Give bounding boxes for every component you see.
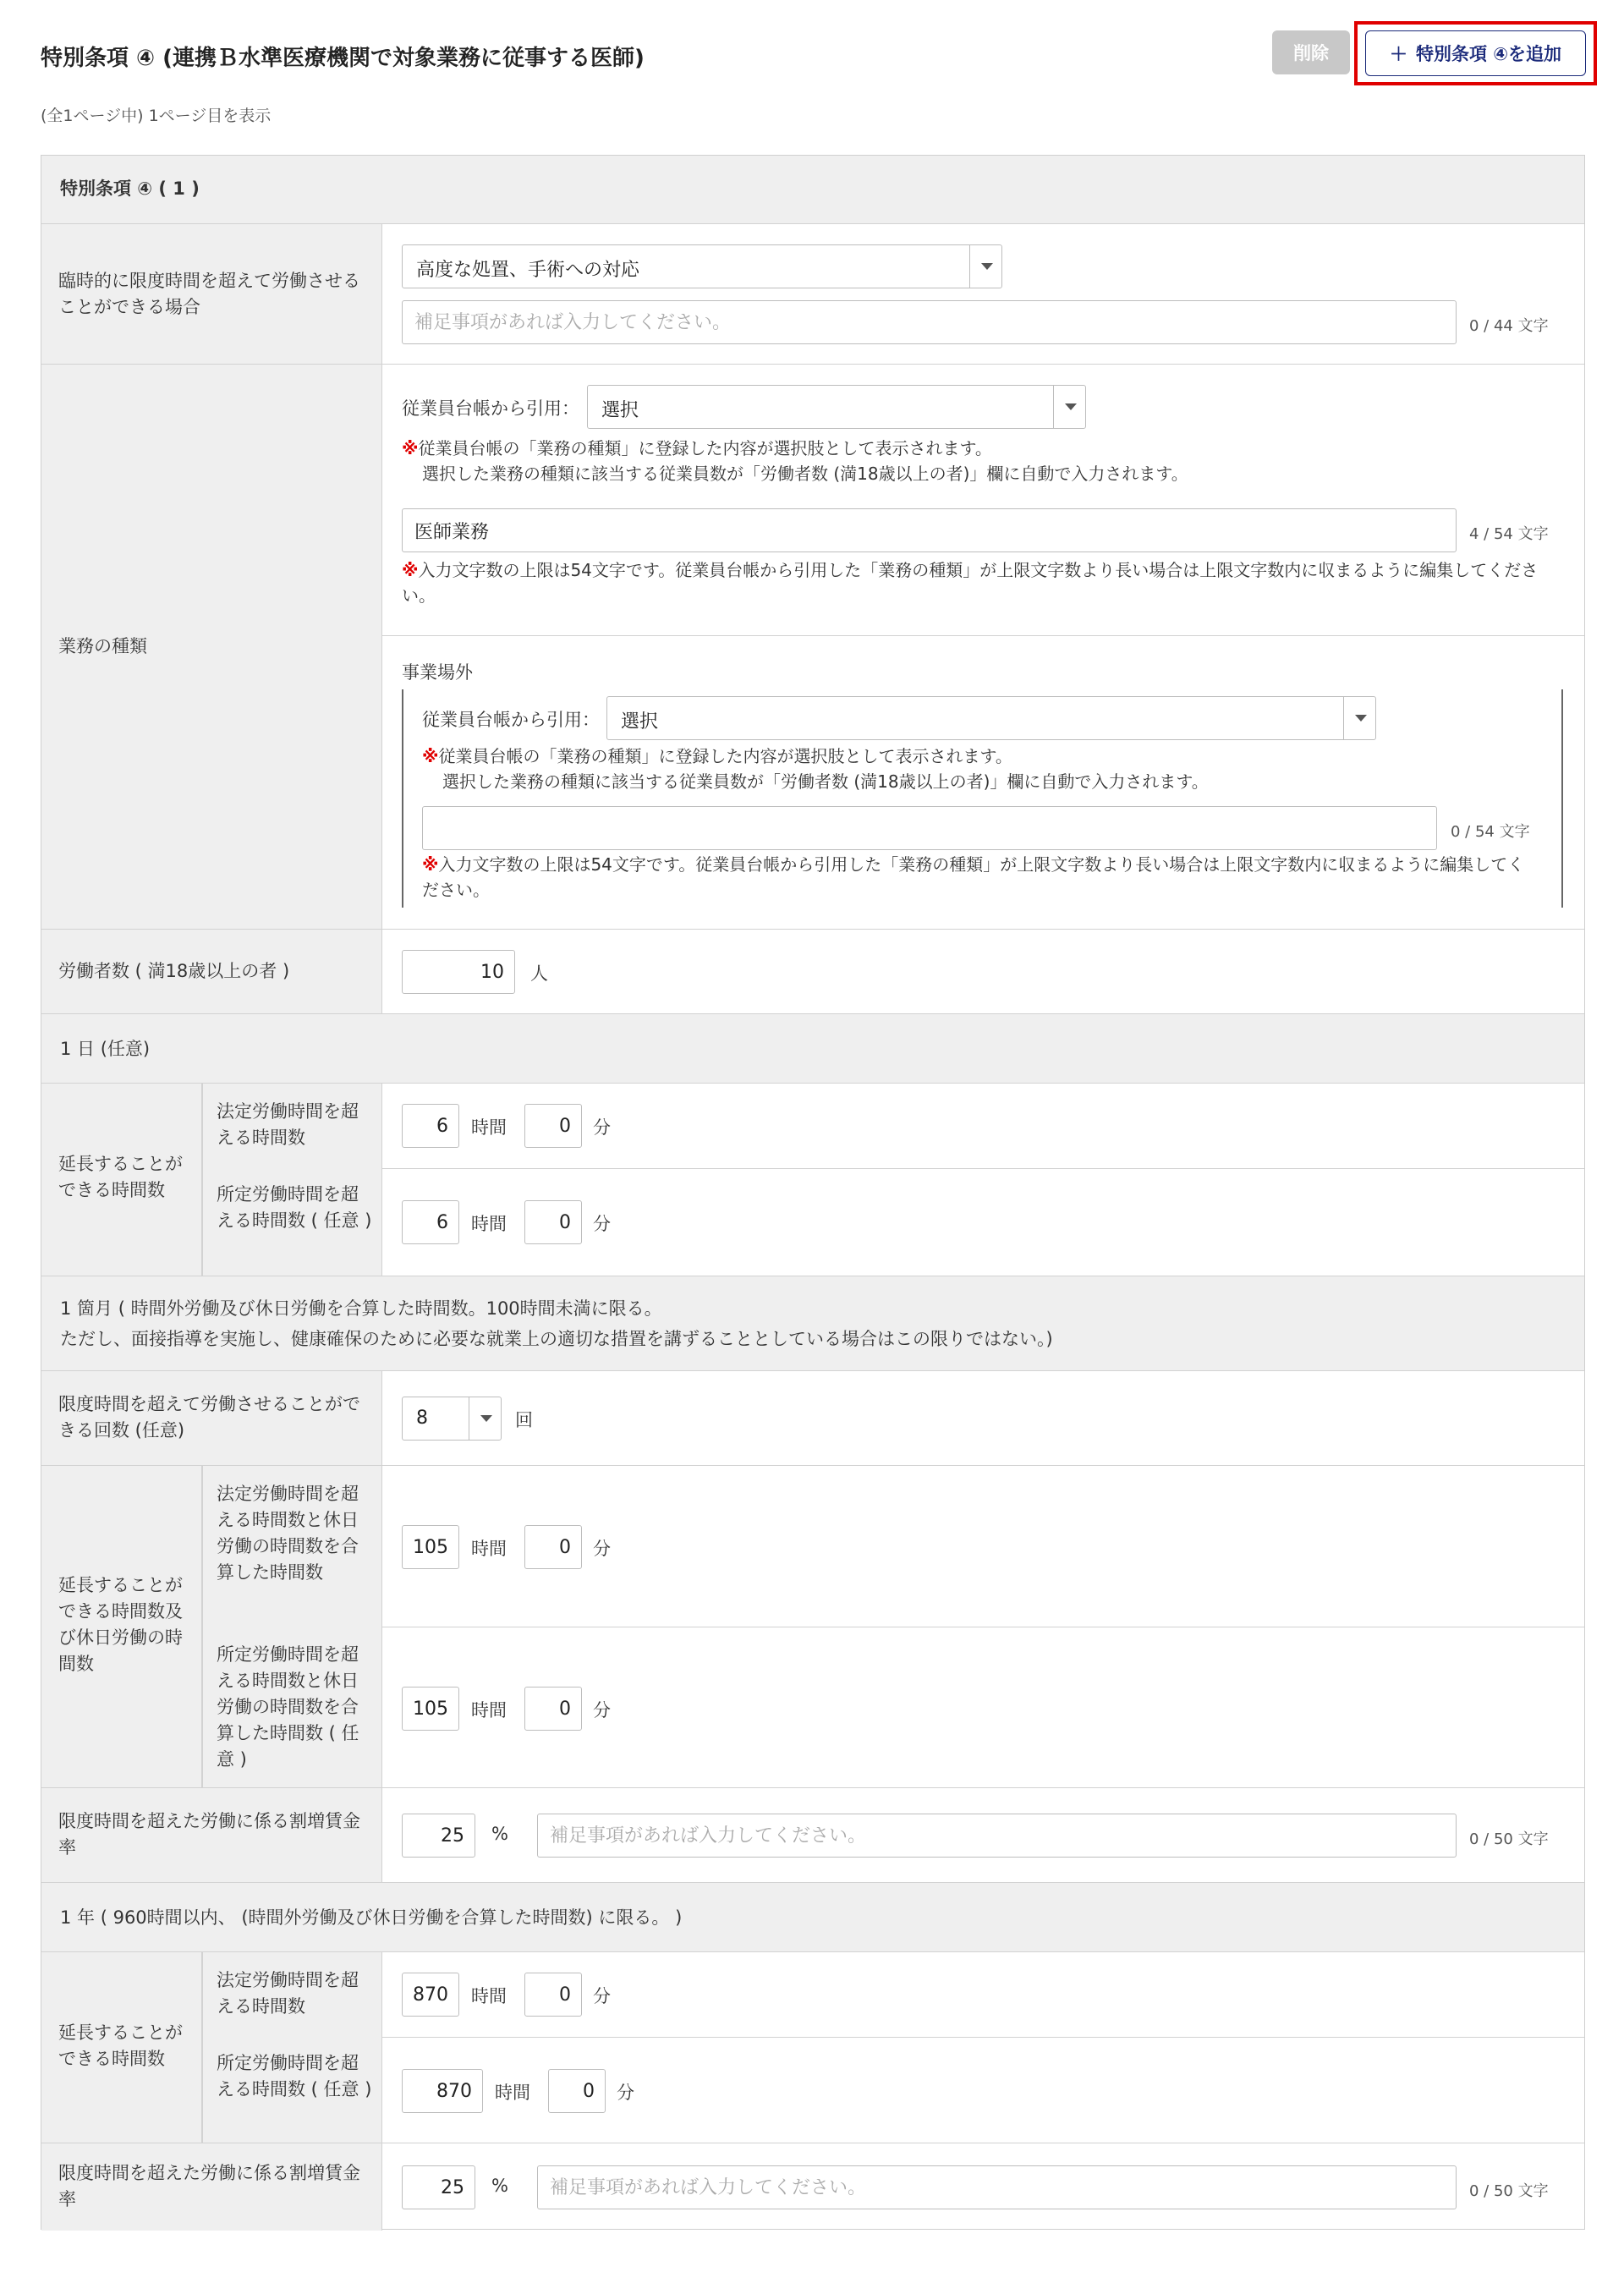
month-scheduled-hours-input[interactable] <box>402 1687 459 1731</box>
month-extension-row: 延長することができる時間数及び休日労働の時間数 法定労働時間を超える時間数と休日労働の時間数を合算した時間数 所定労働時間を超える時間数と休日労働の時間数を合算した時間数 ( 任意 ) 105 時間 0 分 105 時間 0 分 <box>41 1465 1584 1787</box>
job-type-input[interactable] <box>402 508 1457 552</box>
times-unit: 回 <box>515 1410 533 1430</box>
add-button-label: 特別条項 ④を追加 <box>1415 44 1562 64</box>
month-title: 1 箇月 ( 時間外労働及び休日労働を合算した時間数。100時間未満に限る。 ただし、面接指導を実施し、健康確保のために必要な就業上の適切な措置を講ずることとしている場合はこの限りではない。) <box>60 1298 1053 1349</box>
day-scheduled-hours-input[interactable] <box>402 1200 459 1244</box>
month-section-header <box>41 1276 1584 1370</box>
day-legal-minutes-input[interactable] <box>524 1104 582 1148</box>
month-scheduled-label: 所定労働時間を超える時間数と休日労働の時間数を合算した時間数 ( 任意 ) <box>217 1644 359 1770</box>
outside-title: 事業場外 <box>402 662 473 683</box>
special-clause-table <box>41 155 1585 2230</box>
day-legal-hours-input[interactable] <box>402 1104 459 1148</box>
day-group-label: 延長することができる時間数 <box>58 1154 183 1200</box>
year-title: 1 年 ( 960時間以内、 (時間外労働及び休日労働を合算した時間数) に限る。 ) <box>60 1907 683 1928</box>
ref-label: 従業員台帳から引用： <box>422 710 600 730</box>
char-count: 0 / 50 文字 <box>1469 1830 1549 1848</box>
workers-row <box>41 929 1584 1013</box>
chevron-down-icon <box>1343 697 1375 739</box>
char-count: 4 / 54 文字 <box>1469 525 1549 543</box>
outside-job-type-input[interactable] <box>422 806 1437 850</box>
year-rate-label: 限度時間を超えた労働に係る割増賃金率 <box>58 2163 360 2209</box>
month-group-label: 延長することができる時間数及び休日労働の時間数 <box>58 1575 183 1674</box>
year-rate-row: 限度時間を超えた労働に係る割増賃金率 25 % 補足事項があれば入力してください。 0 / 50 文字 <box>41 2143 1584 2231</box>
year-rate-input[interactable] <box>402 2165 475 2209</box>
month-scheduled-minutes-input[interactable] <box>524 1687 582 1731</box>
limit-note: ※入力文字数の上限は54文字です。従業員台帳から引用した「業務の種類」が上限文字数より長い場合は上限文字数内に収まるように編集してください。 <box>402 560 1539 606</box>
page-info: (全1ページ中) 1ページ目を表示 <box>41 107 272 125</box>
month-rate-label: 限度時間を超えた労働に係る割増賃金率 <box>58 1811 360 1858</box>
day-extension-row: 延長することができる時間数 法定労働時間を超える時間数 所定労働時間を超える時間数 ( 任意 ) 6 時間 0 分 6 時間 0 分 <box>41 1083 1584 1276</box>
day-scheduled-minutes-input[interactable] <box>524 1200 582 1244</box>
section-header <box>41 156 1584 223</box>
outside-info-note: ※従業員台帳の「業務の種類」に登録した内容が選択肢として表示されます。 選択した業務の種類に該当する従業員数が「労働者数 (満18歳以上の者)」欄に自動で入力されます。 <box>422 746 1209 792</box>
temporary-case-row <box>41 223 1584 364</box>
workers-label: 労働者数 ( 満18歳以上の者 ) <box>58 961 290 981</box>
outside-employee-ledger-select[interactable]: 選択 <box>606 696 1376 740</box>
workers-unit: 人 <box>530 963 548 984</box>
day-scheduled-label: 所定労働時間を超える時間数 ( 任意 ) <box>217 1184 372 1231</box>
month-times-row <box>41 1370 1584 1465</box>
month-rate-note-input[interactable] <box>537 1814 1457 1858</box>
delete-button[interactable]: 削除 <box>1272 30 1350 74</box>
temporary-case-note-input[interactable] <box>402 300 1457 344</box>
header <box>41 24 1583 85</box>
chevron-down-icon <box>1053 386 1085 428</box>
outside-limit-note: ※入力文字数の上限は54文字です。従業員台帳から引用した「業務の種類」が上限文字数より長い場合は上限文字数内に収まるように編集してください。 <box>422 854 1525 900</box>
month-legal-minutes-input[interactable] <box>524 1525 582 1569</box>
workers-count-input[interactable] <box>402 950 515 994</box>
section-title: 特別条項 ④ ( 1 ) <box>60 178 200 199</box>
year-rate-note-input[interactable] <box>537 2165 1457 2209</box>
month-rate-row: 限度時間を超えた労働に係る割増賃金率 25 % 補足事項があれば入力してください。 0 / 50 文字 <box>41 1787 1584 1882</box>
month-legal-hours-input[interactable] <box>402 1525 459 1569</box>
char-count: 0 / 54 文字 <box>1451 823 1530 841</box>
char-count: 0 / 44 文字 <box>1469 317 1549 335</box>
job-type-label: 業務の種類 <box>58 636 147 656</box>
page-title: 特別条項 ④ (連携Ｂ水準医療機関で対象業務に従事する医師) <box>41 46 645 71</box>
chevron-down-icon <box>469 1397 501 1440</box>
ref-label: 従業員台帳から引用： <box>402 398 579 419</box>
char-count: 0 / 50 文字 <box>1469 2182 1549 2200</box>
employee-ledger-select[interactable]: 選択 <box>587 385 1086 429</box>
year-scheduled-minutes-input[interactable] <box>548 2069 606 2113</box>
add-button-highlight <box>1354 21 1597 85</box>
year-scheduled-label: 所定労働時間を超える時間数 ( 任意 ) <box>217 2053 372 2099</box>
day-section-header <box>41 1013 1584 1083</box>
temporary-case-label: 臨時的に限度時間を超えて労働させることができる場合 <box>58 271 360 317</box>
month-times-label: 限度時間を超えて労働させることができる回数 (任意) <box>58 1394 360 1441</box>
year-group-label: 延長することができる時間数 <box>58 2022 183 2069</box>
year-legal-minutes-input[interactable] <box>524 1973 582 2017</box>
temporary-case-select[interactable]: 高度な処置、手術への対応 <box>402 244 1002 288</box>
year-legal-label: 法定労働時間を超える時間数 <box>217 1970 359 2017</box>
add-special-clause-button[interactable] <box>1365 30 1586 76</box>
year-section-header <box>41 1882 1584 1951</box>
outside-workplace-box <box>402 689 1563 908</box>
info-note: ※従業員台帳の「業務の種類」に登録した内容が選択肢として表示されます。 選択した業務の種類に該当する従業員数が「労働者数 (満18歳以上の者)」欄に自動で入力されます。 <box>402 438 1188 484</box>
day-title: 1 日 (任意) <box>60 1039 151 1059</box>
job-type-row <box>41 364 1584 929</box>
month-legal-label: 法定労働時間を超える時間数と休日労働の時間数を合算した時間数 <box>217 1484 359 1583</box>
day-legal-label: 法定労働時間を超える時間数 <box>217 1101 359 1148</box>
year-extension-row: 延長することができる時間数 法定労働時間を超える時間数 所定労働時間を超える時間数 ( 任意 ) 870 時間 0 分 870 時間 0 分 <box>41 1951 1584 2143</box>
month-times-select[interactable]: 8 <box>402 1397 502 1441</box>
plus-icon: ＋ <box>1389 44 1407 64</box>
year-scheduled-hours-input[interactable] <box>402 2069 483 2113</box>
chevron-down-icon <box>969 245 1001 288</box>
year-legal-hours-input[interactable] <box>402 1973 459 2017</box>
month-rate-input[interactable] <box>402 1814 475 1858</box>
